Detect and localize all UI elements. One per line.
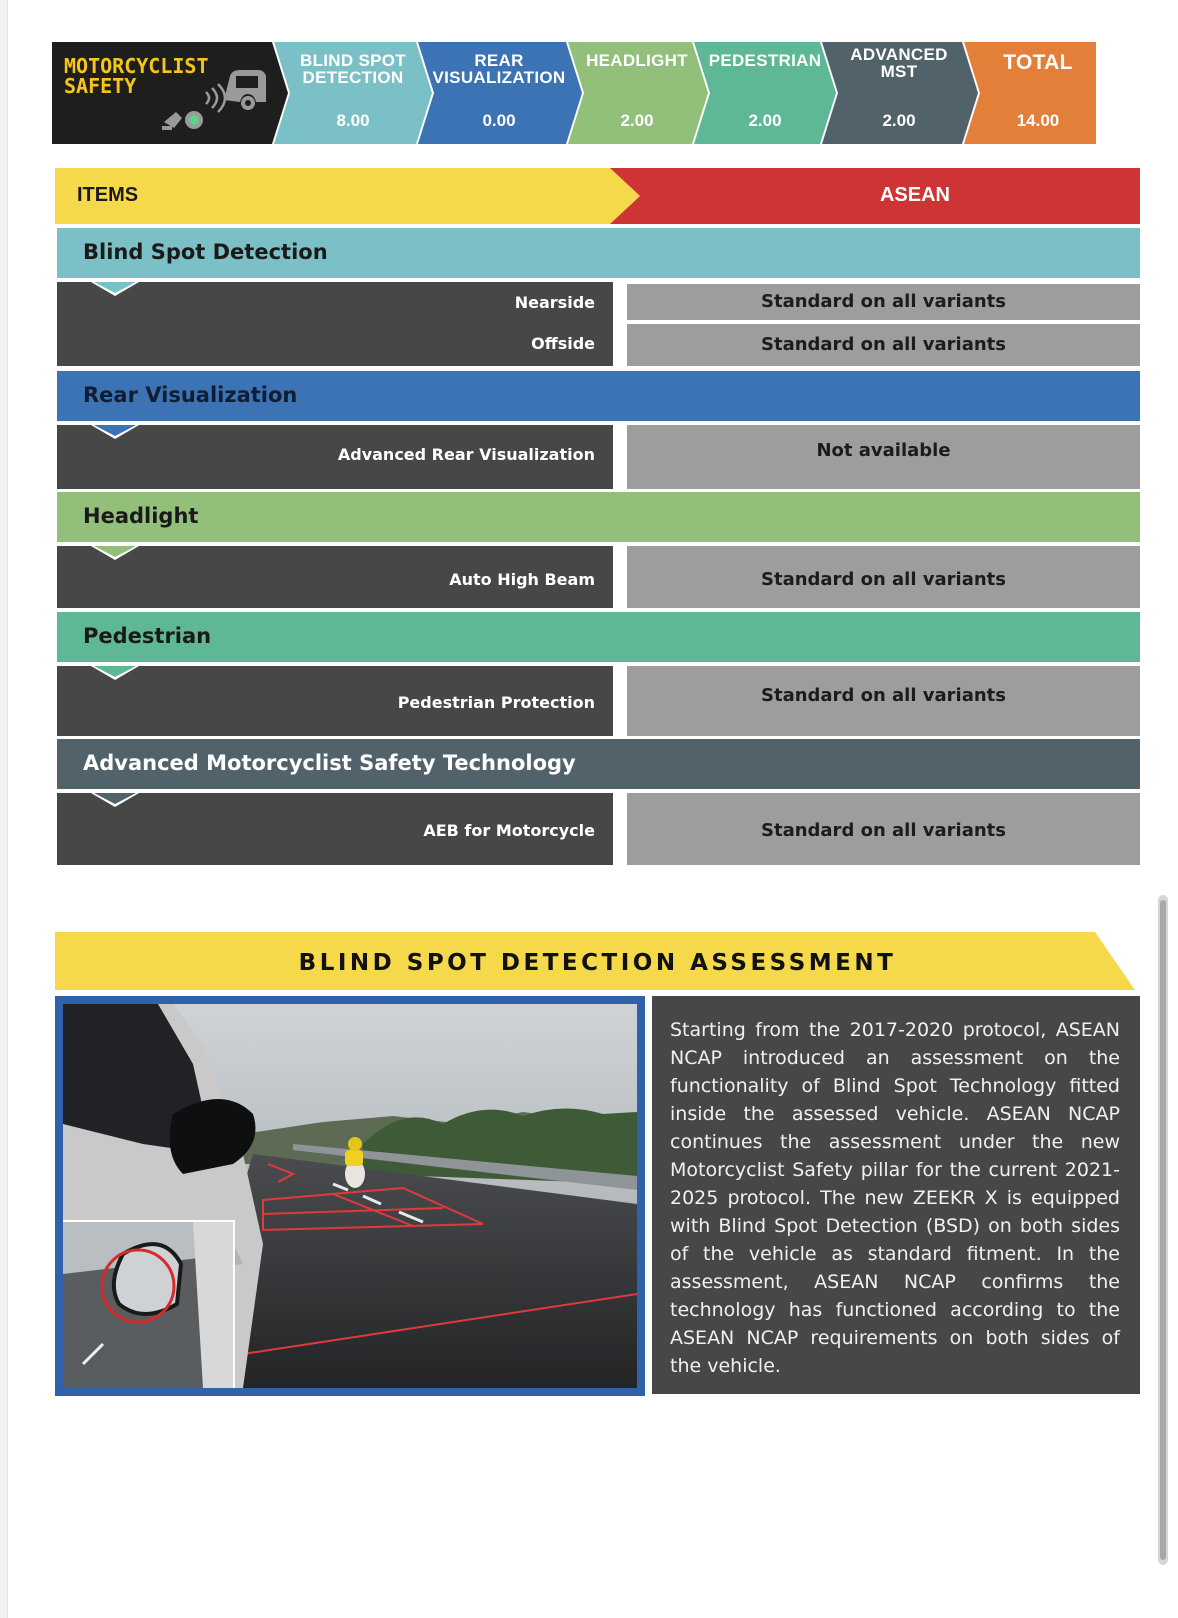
bsd-test-photo bbox=[63, 1004, 637, 1388]
status-nearside: Standard on all variants bbox=[627, 284, 1140, 320]
item-cell-advanced bbox=[57, 793, 613, 865]
category-title: Headlight bbox=[83, 504, 199, 528]
score-strip bbox=[52, 42, 1130, 144]
category-blind-spot-detection bbox=[57, 228, 1140, 278]
item-offside: Offside bbox=[531, 334, 595, 353]
segment-value-total: 14.00 bbox=[1016, 111, 1060, 130]
item-aeb-for-motorcycle: AEB for Motorcycle bbox=[423, 821, 595, 840]
item-pedestrian-protection: Pedestrian Protection bbox=[397, 693, 595, 712]
row-pointer-fill bbox=[94, 793, 136, 804]
table-header bbox=[55, 168, 1140, 224]
page-edge bbox=[0, 0, 8, 1618]
status-auto-high-beam: Standard on all variants bbox=[627, 546, 1140, 608]
segment-label-headlight: HEADLIGHT bbox=[586, 51, 688, 70]
item-cell-rear bbox=[57, 425, 613, 489]
segment-value-pedestrian: 2.00 bbox=[748, 111, 782, 130]
category-title: Advanced Motorcyclist Safety Technology bbox=[83, 751, 576, 775]
row-pointer-fill bbox=[94, 282, 136, 293]
item-auto-high-beam: Auto High Beam bbox=[449, 570, 595, 589]
category-title: Pedestrian bbox=[83, 624, 212, 648]
category-advanced-motorcyclist-safety bbox=[57, 739, 1140, 789]
assessment-description bbox=[652, 996, 1140, 1394]
item-cell-headlight bbox=[57, 546, 613, 608]
segment-label-bsd: BLIND SPOT DETECTION bbox=[300, 51, 406, 87]
segment-value-advanced: 2.00 bbox=[882, 111, 916, 130]
asean-column-header: ASEAN bbox=[879, 184, 950, 206]
item-cell-pedestrian bbox=[57, 666, 613, 736]
assessment-banner bbox=[55, 932, 1140, 990]
scrollbar-thumb[interactable] bbox=[1160, 900, 1166, 1560]
assessment-body: Starting from the 2017-2020 protocol, ASEAN NCAP introduced an assessment on the functionality of Blind Spot Technology fitted inside the assessed vehicle. ASEAN NCAP continues the assessment under the new Motorcyclist Safety pillar for the current 2021-2025 protocol. The new ZEEKR X is equipped with Blind Spot Detection (BSD) on both sides of the vehicle as standard fitment. In the assessment, ASEAN NCAP confirms the technology has functioned according to the ASEAN NCAP requirements on both sides of the vehicle. bbox=[670, 1019, 1120, 1377]
status-pedestrian-protection: Standard on all variants bbox=[627, 666, 1140, 736]
item-nearside: Nearside bbox=[514, 293, 595, 312]
assessment-title: BLIND SPOT DETECTION ASSESSMENT bbox=[298, 950, 897, 976]
pillar-title: MOTORCYCLIST SAFETY bbox=[64, 54, 209, 98]
segment-label-total: TOTAL bbox=[1003, 51, 1073, 74]
status-aeb-for-motorcycle: Standard on all variants bbox=[627, 793, 1140, 865]
segment-label-rear: REAR VISUALIZATION bbox=[432, 51, 566, 87]
segment-value-bsd: 8.00 bbox=[336, 111, 370, 130]
segment-label-advanced: ADVANCED MST bbox=[850, 45, 948, 81]
status-advanced-rear-visualization: Not available bbox=[627, 425, 1140, 489]
category-pedestrian bbox=[57, 612, 1140, 662]
category-title: Rear Visualization bbox=[83, 383, 298, 407]
category-rear-visualization bbox=[57, 371, 1140, 421]
segment-label-pedestrian: PEDESTRIAN bbox=[708, 51, 822, 70]
assessment-photo bbox=[55, 996, 645, 1396]
segment-value-rear: 0.00 bbox=[482, 111, 516, 130]
item-cell-group-bsd bbox=[57, 282, 613, 366]
row-pointer-fill bbox=[94, 666, 136, 677]
category-headlight bbox=[57, 492, 1140, 542]
row-pointer-fill bbox=[94, 546, 136, 557]
segment-value-headlight: 2.00 bbox=[620, 111, 654, 130]
row-pointer-fill bbox=[94, 425, 136, 436]
item-advanced-rear-visualization: Advanced Rear Visualization bbox=[337, 445, 595, 464]
category-title: Blind Spot Detection bbox=[83, 240, 328, 264]
items-column-header: ITEMS bbox=[77, 184, 139, 206]
status-offside: Standard on all variants bbox=[627, 324, 1140, 366]
mirror-inset-photo bbox=[63, 1222, 233, 1388]
